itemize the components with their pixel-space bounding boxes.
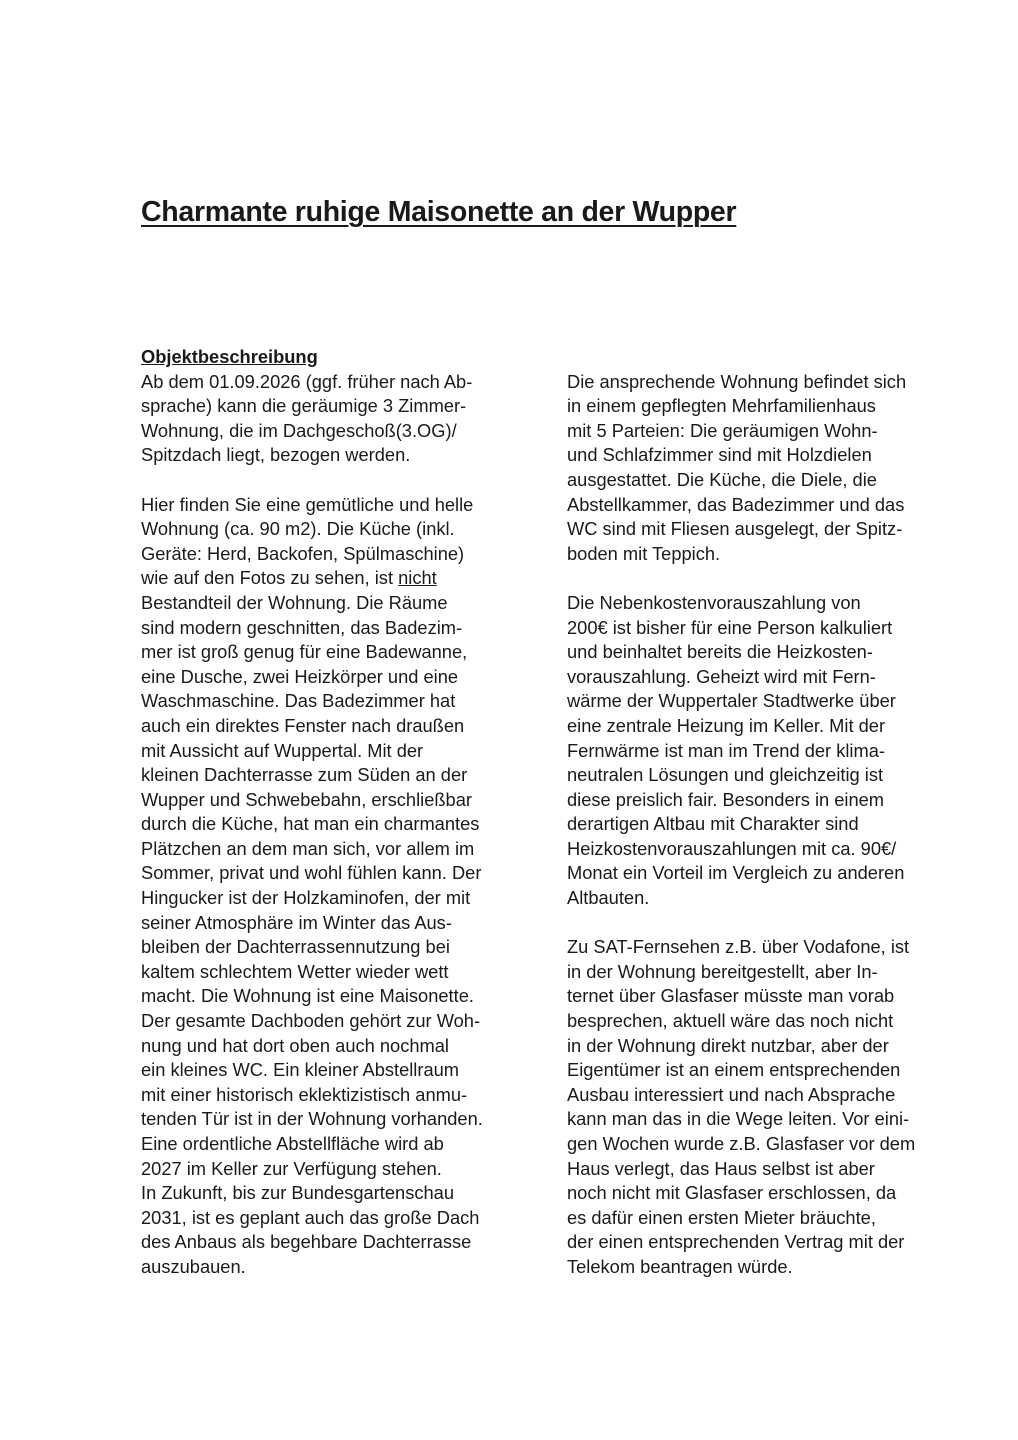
text-line: diese preislich fair. Besonders in einem <box>567 788 885 810</box>
text-line: vorauszahlung. Geheizt wird mit Fern- <box>567 665 876 687</box>
paragraph-utility-costs <box>567 591 967 911</box>
text-line: Waschmaschine. Das Badezimmer hat <box>141 690 456 712</box>
text-line: Ab dem 01.09.2026 (ggf. früher nach Ab- <box>141 370 473 392</box>
text-line: tenden Tür ist in der Wohnung vorhanden. <box>141 1108 483 1130</box>
text-line: ternet über Glasfaser müsste man vorab <box>567 985 895 1007</box>
underlined-word: nicht <box>398 567 437 589</box>
text-line: noch nicht mit Glasfaser erschlossen, da <box>567 1182 897 1204</box>
text-line: ausgestattet. Die Küche, die Diele, die <box>567 468 877 490</box>
paragraph-apartment-features <box>567 370 967 567</box>
text-line: Bestandteil der Wohnung. Die Räume <box>141 591 448 613</box>
text-line: Abstellkammer, das Badezimmer und das <box>567 493 905 515</box>
text-line: und beinhaltet bereits die Heizkosten- <box>567 641 873 663</box>
text-line: Hier finden Sie eine gemütliche und helle <box>141 493 474 515</box>
text-line: und Schlafzimmer sind mit Holzdielen <box>567 444 872 466</box>
text-line: WC sind mit Fliesen ausgelegt, der Spitz- <box>567 518 903 540</box>
paragraph-description <box>141 493 541 1280</box>
text-line: 2031, ist es geplant auch das große Dach <box>141 1206 480 1228</box>
text-line: In Zukunft, bis zur Bundesgartenschau <box>141 1182 454 1204</box>
text-line: kleinen Dachterrasse zum Süden an der <box>141 764 468 786</box>
text-line: kann man das in die Wege leiten. Vor eini- <box>567 1108 910 1130</box>
text-line: mit 5 Parteien: Die geräumigen Wohn- <box>567 419 878 441</box>
text-line: nung und hat dort oben auch nochmal <box>141 1034 449 1056</box>
text-line: seiner Atmosphäre im Winter das Aus- <box>141 911 452 933</box>
text-line: auch ein direktes Fenster nach draußen <box>141 714 465 736</box>
text-line: Monat ein Vorteil im Vergleich zu anderen <box>567 862 905 884</box>
text-line <box>141 566 541 591</box>
text-line: es dafür einen ersten Mieter bräuchte, <box>567 1206 876 1228</box>
text-line: gen Wochen wurde z.B. Glasfaser vor dem <box>567 1133 916 1154</box>
text-line: Altbauten. <box>567 887 650 909</box>
text-line: wärme der Wuppertaler Stadtwerke über <box>567 690 896 712</box>
text-line: Sommer, privat und wohl fühlen kann. Der <box>141 862 482 884</box>
text-line: sind modern geschnitten, das Badezim- <box>141 616 463 638</box>
text-line: mit einer historisch eklektizistisch anmu- <box>141 1083 468 1105</box>
text-line: Plätzchen an dem man sich, vor allem im <box>141 837 475 859</box>
text-line: eine Dusche, zwei Heizkörper und eine <box>141 665 459 687</box>
text-line: mer ist groß genug für eine Badewanne, <box>141 641 468 663</box>
text-line: Fernwärme ist man im Trend der klima- <box>567 739 885 761</box>
text-line: Wohnung (ca. 90 m2). Die Küche (inkl. <box>141 518 455 540</box>
text-line: Spitzdach liegt, bezogen werden. <box>141 444 411 466</box>
text-line: Heizkostenvorauszahlungen mit ca. 90€/ <box>567 837 897 859</box>
text-line: des Anbaus als begehbare Dachterrasse <box>141 1231 472 1253</box>
text-line: in einem gepflegten Mehrfamilienhaus <box>567 395 876 417</box>
text-line: kaltem schlechtem Wetter wieder wett <box>141 960 449 982</box>
text-line: in der Wohnung direkt nutzbar, aber der <box>567 1034 889 1056</box>
text-line: Der gesamte Dachboden gehört zur Woh- <box>141 1010 481 1032</box>
text-line: derartigen Altbau mit Charakter sind <box>567 813 859 835</box>
text-line: durch die Küche, hat man ein charmantes <box>141 813 480 835</box>
text-line: bleiben der Dachterrassennutzung bei <box>141 936 450 958</box>
left-column <box>141 345 541 1280</box>
text-line: besprechen, aktuell wäre das noch nicht <box>567 1010 894 1032</box>
text-fragment: wie auf den Fotos zu sehen, ist <box>141 567 399 589</box>
page-title: Charmante ruhige Maisonette an der Wupper <box>141 196 737 228</box>
text-line: ein kleines WC. Ein kleiner Abstellraum <box>141 1059 460 1081</box>
text-line: macht. Die Wohnung ist eine Maisonette. <box>141 985 474 1007</box>
text-line: Telekom beantragen würde. <box>567 1255 793 1277</box>
text-line: sprache) kann die geräumige 3 Zimmer- <box>141 395 467 417</box>
text-line: Ausbau interessiert und nach Absprache <box>567 1083 896 1105</box>
section-heading: Objektbeschreibung <box>141 346 318 367</box>
paragraph-tv-internet <box>567 935 967 1279</box>
text-line: mit Aussicht auf Wuppertal. Mit der <box>141 739 424 761</box>
right-column <box>567 370 967 1280</box>
text-line: auszubauen. <box>141 1255 246 1277</box>
text-line: Zu SAT-Fernsehen z.B. über Vodafone, ist <box>567 936 910 958</box>
text-line: der einen entsprechenden Vertrag mit der <box>567 1231 905 1253</box>
text-line: Wupper und Schwebebahn, erschließbar <box>141 788 472 810</box>
text-line: Eigentümer ist an einem entsprechenden <box>567 1059 901 1081</box>
text-line: eine zentrale Heizung im Keller. Mit der <box>567 714 886 736</box>
text-line: 200€ ist bisher für eine Person kalkuliert <box>567 616 893 638</box>
text-line: Geräte: Herd, Backofen, Spülmaschine) <box>141 542 465 564</box>
text-line: Wohnung, die im Dachgeschoß(3.OG)/ <box>141 419 457 441</box>
text-line: boden mit Teppich. <box>567 542 721 564</box>
text-line: neutralen Lösungen und gleichzeitig ist <box>567 764 884 786</box>
text-line: 2027 im Keller zur Verfügung stehen. <box>141 1157 442 1179</box>
paragraph-availability <box>141 370 541 468</box>
text-line: Hingucker ist der Holzkaminofen, der mit <box>141 887 471 909</box>
text-line: Haus verlegt, das Haus selbst ist aber <box>567 1157 875 1179</box>
text-line: in der Wohnung bereitgestellt, aber In- <box>567 960 878 982</box>
text-line: Die ansprechende Wohnung befindet sich <box>567 370 907 392</box>
text-line: Eine ordentliche Abstellfläche wird ab <box>141 1133 444 1154</box>
text-line: Die Nebenkostenvorauszahlung von <box>567 591 861 613</box>
